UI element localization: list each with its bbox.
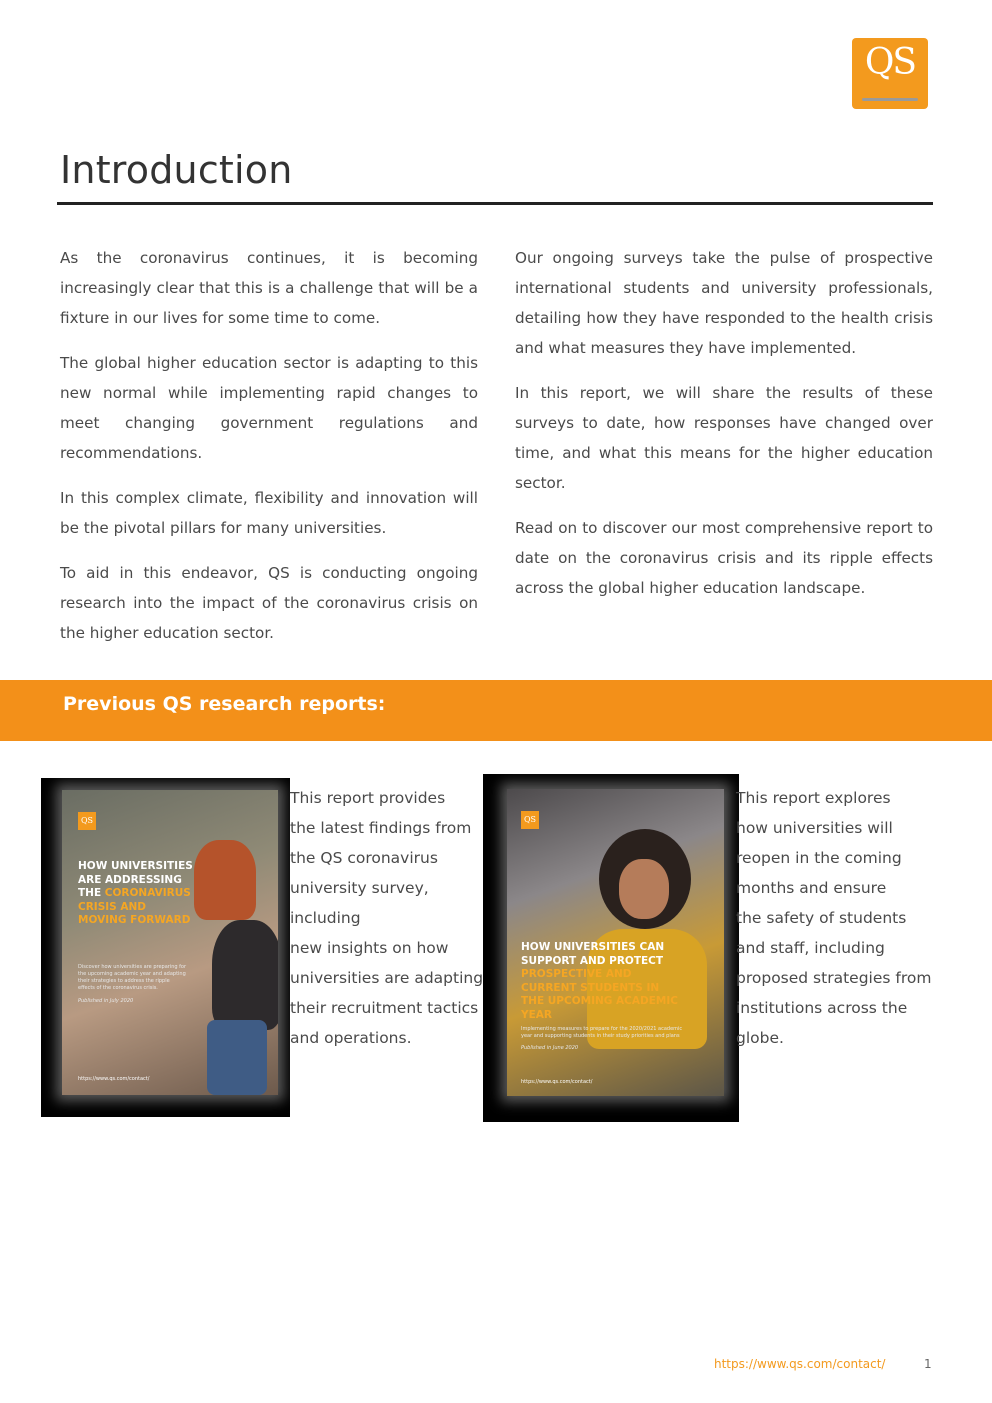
intro-paragraph: As the coronavirus continues, it is becoming increasingly clear that this is a challenge that will be a fixture in our lives for some time to come. (60, 249, 478, 327)
student-hair-image (194, 840, 256, 920)
student-face-image (619, 859, 669, 919)
title-divider (57, 202, 933, 205)
qs-logo (852, 38, 928, 109)
cover-qs-logo: QS (78, 812, 96, 830)
report-cover-image[interactable] (507, 789, 724, 1096)
intro-paragraph: To aid in this endeavor, QS is conducting ongoing research into the impact of the coronavirus crisis on the higher education sector. (60, 564, 478, 642)
cover-published: Published in July 2020 (78, 998, 134, 1004)
cover-subtitle: Implementing measures to prepare for the 2020/2021 academic year and supporting students in their study priorities and plans (521, 1026, 683, 1039)
section-band-title: Previous QS research reports: (63, 693, 386, 715)
intro-right-column (515, 243, 933, 618)
report-blurb: This report provides the latest findings from the QS coronavirus university survey, including new insights on how universities are adapting their recruitment tactics and operations. (290, 789, 484, 1047)
page-number: 1 (924, 1357, 932, 1371)
report-blurb: This report explores how universities will reopen in the coming months and ensure the safety of students and staff, including proposed strategies from institutions across the globe. (736, 789, 932, 1047)
intro-paragraph: The global higher education sector is adapting to this new normal while implementing rapid changes to meet changing government regulations and recommendations. (60, 354, 478, 462)
cover-title: HOW UNIVERSITIES ARE ADDRESSING THE CORONAVIRUS CRISIS AND MOVING FORWARD (78, 860, 193, 926)
page-title: Introduction (60, 148, 293, 192)
qs-logo-underline (862, 98, 918, 101)
qs-logo-text: QS (864, 42, 916, 83)
cover-url: https://www.qs.com/contact/ (521, 1079, 593, 1085)
jeans-image (207, 1020, 267, 1095)
report-cover-image[interactable] (62, 790, 278, 1095)
cover-published: Published in June 2020 (521, 1045, 579, 1051)
intro-paragraph: Our ongoing surveys take the pulse of prospective international students and university professionals, detailing how they have responded to the health crisis and what measures they have implemented. (515, 249, 933, 357)
cover-qs-logo: QS (521, 811, 539, 829)
intro-paragraph: In this report, we will share the results of these surveys to date, how responses have changed over time, and what this means for the higher education sector. (515, 384, 933, 492)
cover-subtitle: Discover how universities are preparing for the upcoming academic year and adapting their strategies to address the ripple effects of the coronavirus crisis. (78, 964, 187, 991)
intro-left-column (60, 243, 478, 663)
backpack-image (212, 920, 278, 1030)
intro-paragraph: In this complex climate, flexibility and innovation will be the pivotal pillars for many universities. (60, 489, 478, 537)
cover-url: https://www.qs.com/contact/ (78, 1076, 150, 1082)
intro-paragraph: Read on to discover our most comprehensive report to date on the coronavirus crisis and its ripple effects across the global higher education landscape. (515, 519, 933, 597)
cover-title: HOW UNIVERSITIES CAN SUPPORT AND PROTECT PROSPECTIVE AND CURRENT STUDENTS IN THE UPCOMING ACADEMIC YEAR (521, 941, 678, 1021)
footer-contact-link[interactable]: https://www.qs.com/contact/ (714, 1357, 886, 1371)
